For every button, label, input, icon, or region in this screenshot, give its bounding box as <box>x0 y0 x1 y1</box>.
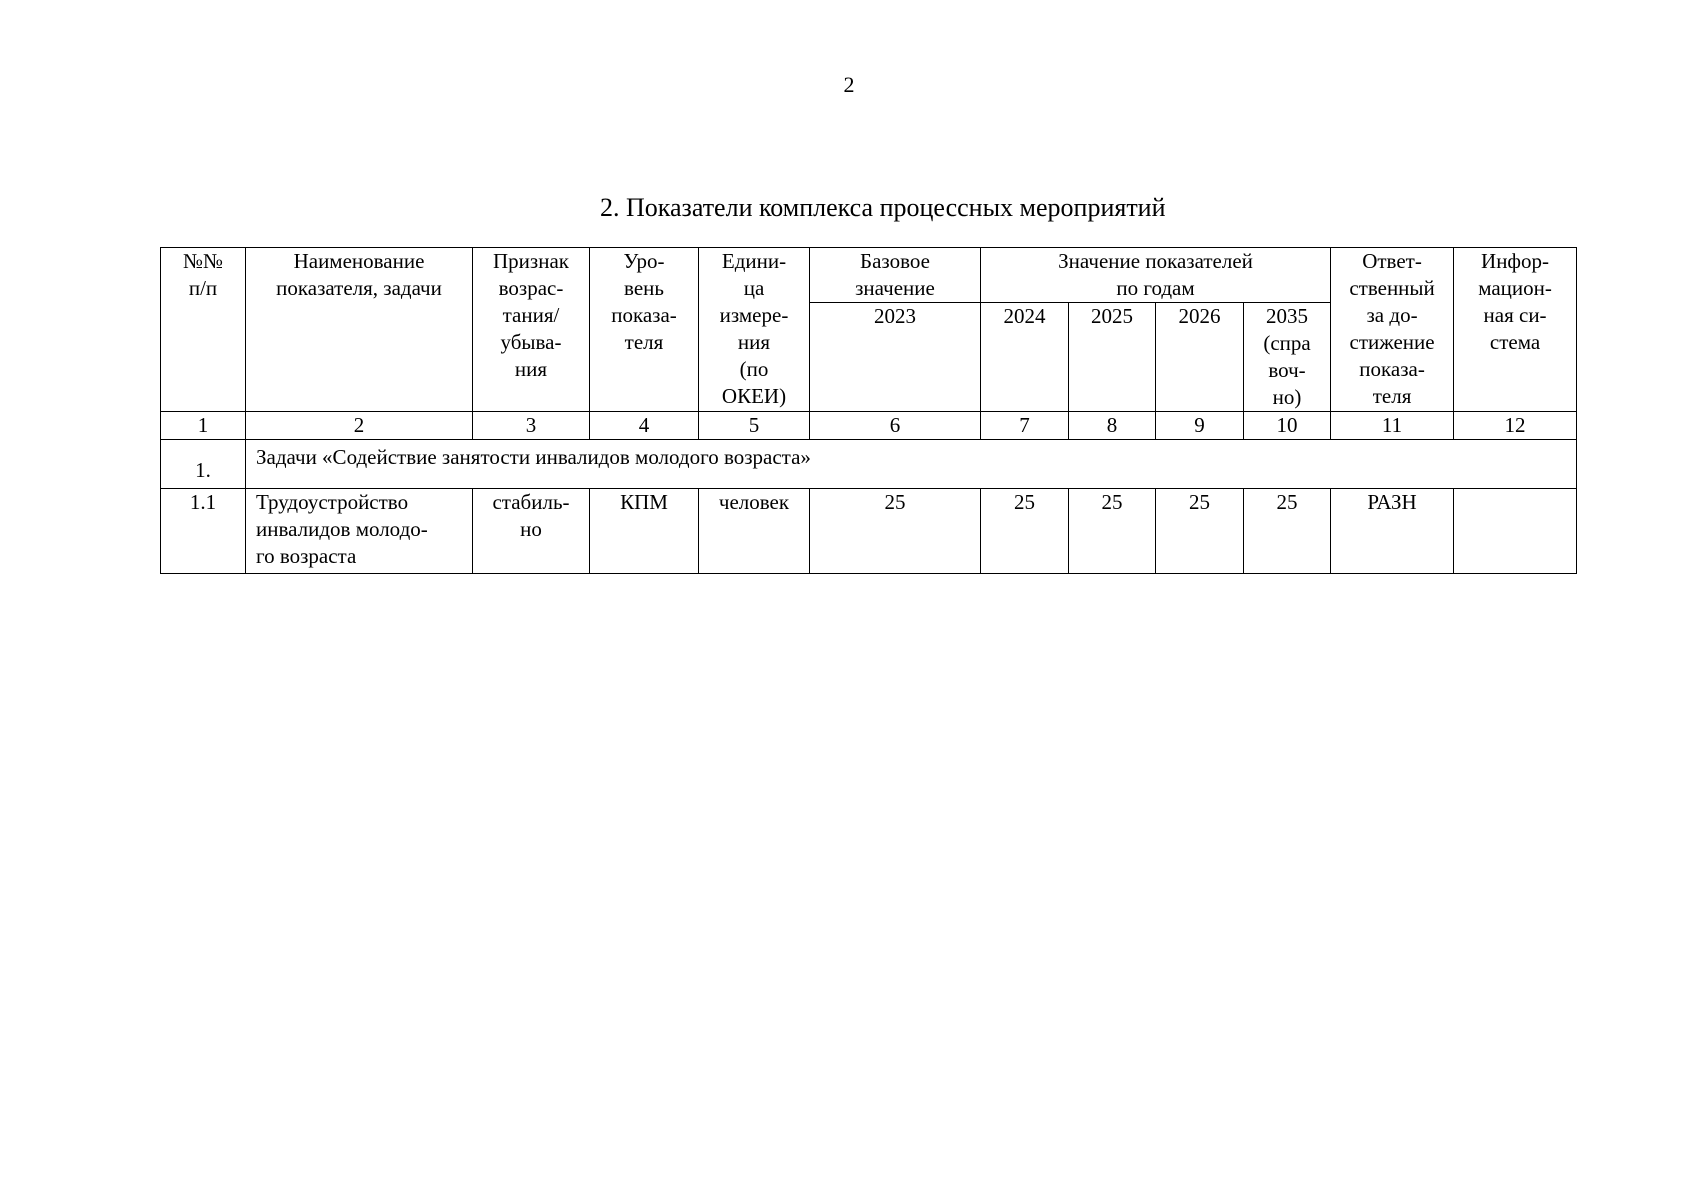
header-year-2035: 2035 (спра воч- но) <box>1244 303 1331 412</box>
row-info-system <box>1454 489 1577 574</box>
header-name: Наименование показателя, задачи <box>246 248 473 412</box>
column-number: 2 <box>246 412 473 440</box>
section-title: 2. Показатели комплекса процессных мероприятий <box>600 193 1166 222</box>
header-base-year: 2023 <box>810 303 981 412</box>
row-value-2035: 25 <box>1244 489 1331 574</box>
header-level: Уро- вень показа- теля <box>590 248 699 412</box>
row-trend: стабиль- но <box>473 489 590 574</box>
task-text: Задачи «Содействие занятости инвалидов молодого возраста» <box>246 440 1577 489</box>
row-unit: человек <box>699 489 810 574</box>
header-trend: Признак возрас- тания/ убыва- ния <box>473 248 590 412</box>
row-responsible: РАЗН <box>1331 489 1454 574</box>
table-row <box>161 489 1577 574</box>
header-values-by-year: Значение показателей по годам <box>981 248 1331 303</box>
row-value-2024: 25 <box>981 489 1069 574</box>
row-value-2026: 25 <box>1156 489 1244 574</box>
row-base-value: 25 <box>810 489 981 574</box>
column-number: 8 <box>1069 412 1156 440</box>
column-number: 5 <box>699 412 810 440</box>
column-number: 3 <box>473 412 590 440</box>
header-unit: Едини- ца измере- ния (по ОКЕИ) <box>699 248 810 412</box>
header-base: Базовое значение <box>810 248 981 303</box>
row-level: КПМ <box>590 489 699 574</box>
row-indicator-name: Трудоустройство инвалидов молодо- го возраста <box>246 489 473 574</box>
header-num: №№ п/п <box>161 248 246 412</box>
column-number: 10 <box>1244 412 1331 440</box>
header-year-2025: 2025 <box>1069 303 1156 412</box>
header-info-system: Инфор- мацион- ная си- стема <box>1454 248 1577 412</box>
task-row <box>161 440 1577 489</box>
header-responsible: Ответ- ственный за до- стижение показа- теля <box>1331 248 1454 412</box>
column-number: 6 <box>810 412 981 440</box>
indicators-table <box>160 247 1577 574</box>
task-number: 1. <box>161 440 246 489</box>
column-number: 4 <box>590 412 699 440</box>
header-year-2024: 2024 <box>981 303 1069 412</box>
row-value-2025: 25 <box>1069 489 1156 574</box>
header-row-top <box>161 248 1577 303</box>
column-number: 9 <box>1156 412 1244 440</box>
page-number: 2 <box>843 72 855 97</box>
column-numbers-row <box>161 412 1577 440</box>
column-number: 7 <box>981 412 1069 440</box>
row-number: 1.1 <box>161 489 246 574</box>
column-number: 11 <box>1331 412 1454 440</box>
column-number: 12 <box>1454 412 1577 440</box>
column-number: 1 <box>161 412 246 440</box>
header-year-2026: 2026 <box>1156 303 1244 412</box>
